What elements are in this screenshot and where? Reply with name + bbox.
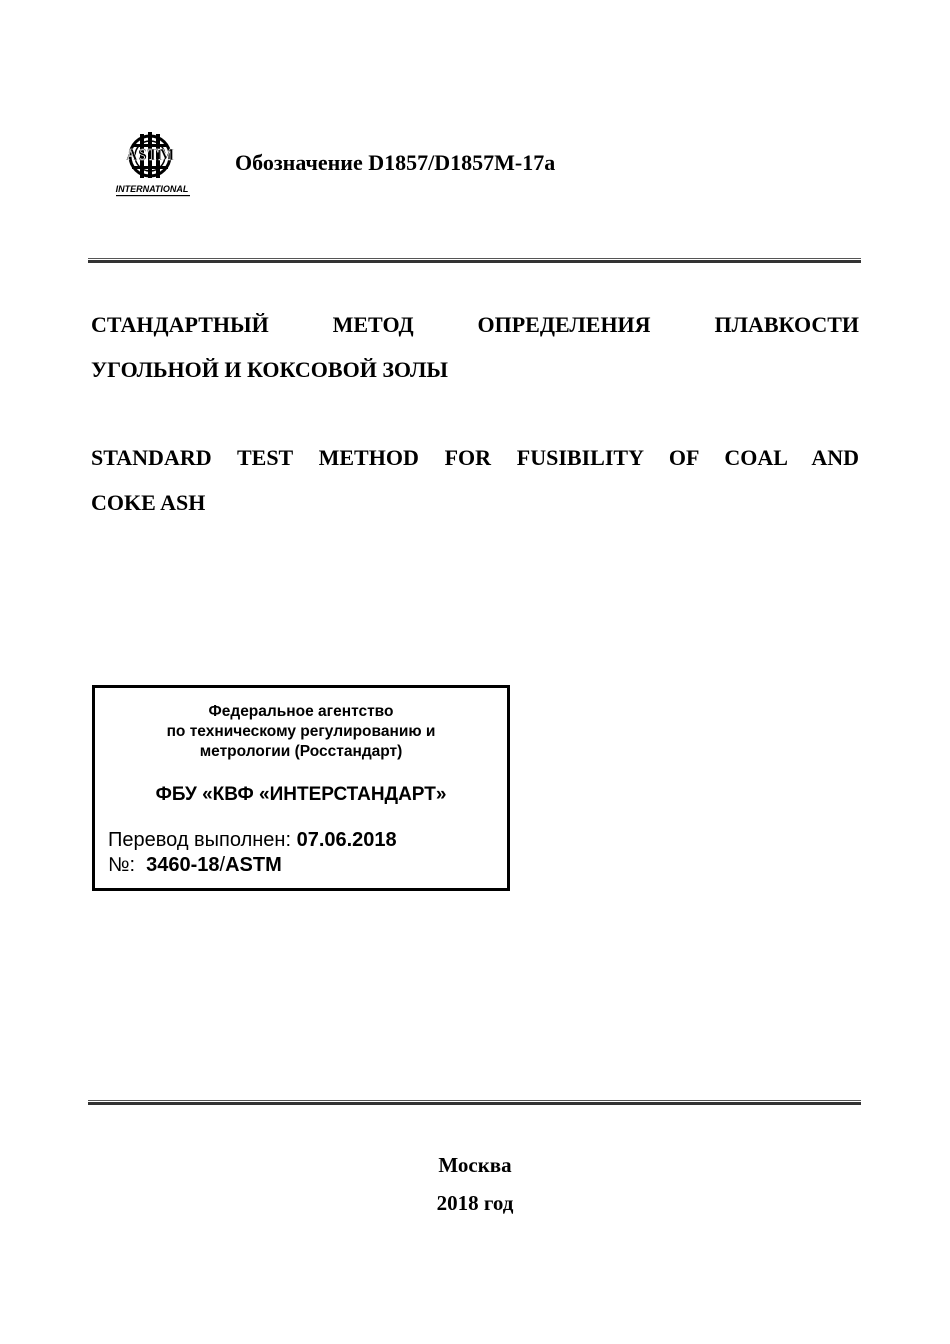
translation-number-suffix: ASTM xyxy=(225,854,282,876)
title-russian-line-2: УГОЛЬНОЙ И КОКСОВОЙ ЗОЛЫ xyxy=(91,357,448,382)
translation-info xyxy=(108,828,397,878)
title-english-line-1: STANDARD TEST METHOD FOR FUSIBILITY OF COAL AND xyxy=(91,445,859,470)
title-english-line-2: COKE ASH xyxy=(91,490,206,515)
title-english xyxy=(91,435,859,525)
translation-number-label: №: xyxy=(108,854,147,876)
agency-line-3: метрологии (Росстандарт) xyxy=(199,743,403,760)
translation-date: 07.06.2018 xyxy=(296,829,397,851)
svg-text:ASTM: ASTM xyxy=(125,145,175,164)
title-russian-line-1: СТАНДАРТНЫЙ МЕТОД ОПРЕДЕЛЕНИЯ ПЛАВКОСТИ xyxy=(91,312,859,337)
designation: Обозначение D1857/D1857M-17a xyxy=(235,150,556,175)
publication-year: 2018 год xyxy=(436,1191,514,1215)
bottom-divider xyxy=(88,1100,861,1105)
top-divider xyxy=(88,258,861,263)
translation-number-row xyxy=(108,853,397,878)
publication-city: Москва xyxy=(438,1153,512,1177)
translation-number-separator: / xyxy=(219,854,226,876)
agency-line-2: по техническому регулированию и xyxy=(166,723,436,740)
astm-logo xyxy=(110,126,196,200)
translation-number: 3460-18 xyxy=(146,854,220,876)
svg-text:INTERNATIONAL: INTERNATIONAL xyxy=(115,184,189,194)
agency-line-1: Федеральное агентство xyxy=(208,703,394,720)
translation-date-row xyxy=(108,828,397,853)
organization-name: ФБУ «КВФ «ИНТЕРСТАНДАРТ» xyxy=(155,784,447,805)
translation-stamp xyxy=(92,685,510,891)
title-russian xyxy=(91,302,859,392)
agency-name xyxy=(95,702,507,762)
translation-date-label: Перевод выполнен: xyxy=(108,829,297,851)
